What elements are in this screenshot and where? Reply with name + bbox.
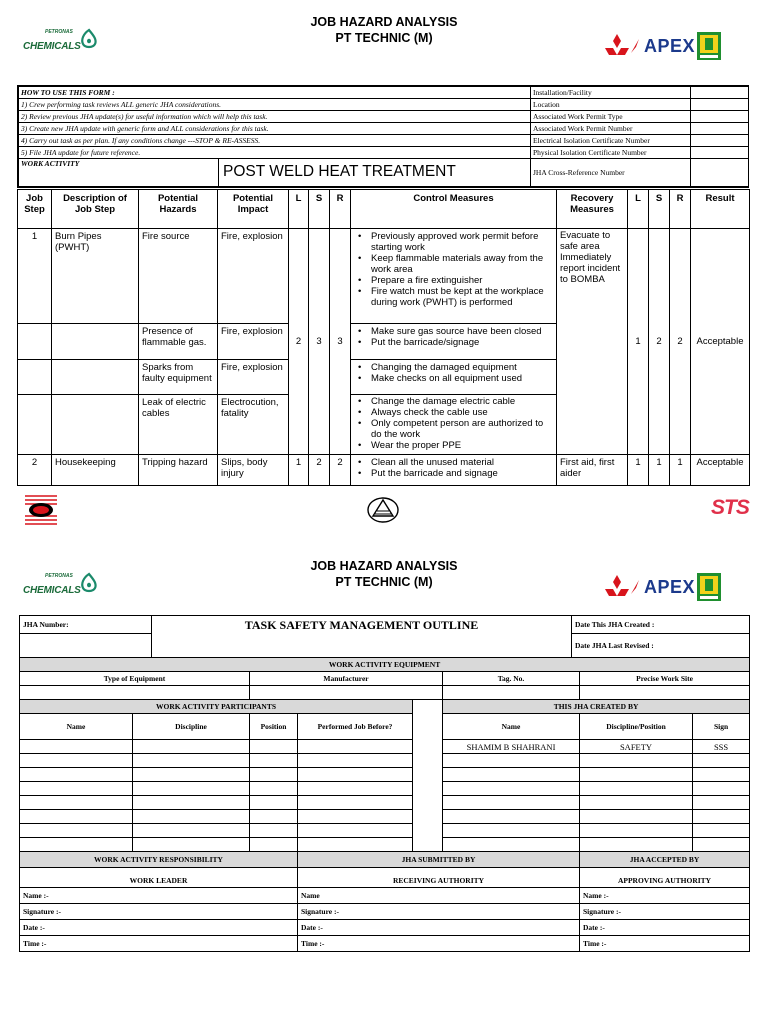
- table-row: [18, 229, 750, 324]
- control-measures: [351, 455, 557, 486]
- risk-s: 3: [309, 229, 330, 455]
- page-subtitle-2: PT TECHNIC (M): [335, 575, 433, 589]
- hazard: Tripping hazard: [139, 455, 218, 486]
- created-col-discipline: Discipline/Position: [580, 714, 693, 740]
- howto-title: HOW TO USE THIS FORM :: [19, 87, 531, 99]
- participant-col-position: Position: [250, 714, 298, 740]
- howto-step-3: 3) Create new JHA update with generic form and ALL considerations for this task.: [19, 123, 531, 135]
- equip-col-tag: Tag. No.: [443, 672, 580, 686]
- impact: Fire, explosion: [218, 229, 289, 324]
- risk-r: 3: [330, 229, 351, 455]
- green-badge-icon: [697, 32, 721, 60]
- sts-logo: STS: [711, 496, 749, 519]
- work-activity-value[interactable]: POST WELD HEAT TREATMENT: [223, 163, 456, 180]
- approving-time-label[interactable]: Time :-: [580, 936, 750, 952]
- result: Acceptable: [691, 455, 750, 486]
- field-location-value[interactable]: [691, 99, 749, 111]
- triangle-emblem-icon: [367, 496, 399, 524]
- field-location: Location: [531, 99, 691, 111]
- green-badge-icon: [697, 573, 721, 601]
- date-created-label: Date This JHA Created :: [572, 616, 750, 634]
- control-measures: [351, 229, 557, 324]
- hazard: Leak of electric cables: [139, 395, 218, 455]
- list-item: • Fire watch must be kept at the workplace during work (PWHT) is performed: [354, 286, 553, 308]
- list-item: • Put the barricade/signage: [354, 337, 553, 348]
- creator-name: SHAMIM B SHAHRANI: [443, 740, 580, 754]
- howto-step-4: 4) Carry out task as per plan. If any conditions change ---STOP & RE-ASSESS.: [19, 135, 531, 147]
- recovery-measures: Evacuate to safe area Immediately report incident to BOMBA: [557, 229, 628, 455]
- col-recovery: Recovery Measures: [557, 190, 628, 229]
- equip-manufacturer-value[interactable]: [250, 686, 443, 700]
- receiving-name-label[interactable]: Name: [298, 888, 580, 904]
- participant-col-performed: Performed Job Before?: [298, 714, 413, 740]
- hazard: Sparks from faulty equipment: [139, 360, 218, 395]
- leader-time-label[interactable]: Time :-: [20, 936, 298, 952]
- risk-l: 2: [289, 229, 309, 455]
- field-permit-number-value[interactable]: [691, 123, 749, 135]
- equip-col-type: Type of Equipment: [20, 672, 250, 686]
- list-item: • Prepare a fire extinguisher: [354, 275, 553, 286]
- col-description: Description of Job Step: [52, 190, 139, 229]
- recovery-measures: First aid, first aider: [557, 455, 628, 486]
- receiving-date-label[interactable]: Date :-: [298, 920, 580, 936]
- creator-discipline: SAFETY: [580, 740, 693, 754]
- apex-logo: APEX: [604, 32, 721, 60]
- jha-number-label: JHA Number:: [20, 616, 152, 634]
- receiving-authority: RECEIVING AUTHORITY: [298, 868, 580, 888]
- field-jha-crossref: JHA Cross-Reference Number: [531, 159, 691, 187]
- submitted-header: JHA SUBMITTED BY: [298, 852, 580, 868]
- risk-r: 2: [330, 455, 351, 486]
- approving-signature-label[interactable]: Signature :-: [580, 904, 750, 920]
- list-item: • Make sure gas source have been closed: [354, 326, 553, 337]
- hazard: Fire source: [139, 229, 218, 324]
- col-r: R: [330, 190, 351, 229]
- table-row: [18, 455, 750, 486]
- risk-s: 2: [309, 455, 330, 486]
- equip-tag-value[interactable]: [443, 686, 580, 700]
- residual-s: 1: [649, 455, 670, 486]
- field-physical-cert-value[interactable]: [691, 147, 749, 159]
- swoosh-icon: [630, 37, 640, 55]
- field-electrical-cert: Electrical Isolation Certificate Number: [531, 135, 691, 147]
- howto-step-5: 5) File JHA update for future reference.: [19, 147, 531, 159]
- accepted-header: JHA ACCEPTED BY: [580, 852, 750, 868]
- created-col-name: Name: [443, 714, 580, 740]
- work-activity-cell: [19, 159, 531, 187]
- residual-l: 1: [628, 229, 649, 455]
- risk-l: 1: [289, 455, 309, 486]
- howto-step-2: 2) Review previous JHA update(s) for useful information which will help this task.: [19, 111, 531, 123]
- col-job-step: Job Step: [18, 190, 52, 229]
- list-item: • Wear the proper PPE: [354, 440, 553, 451]
- list-item: • Keep flammable materials away from the work area: [354, 253, 553, 275]
- result: Acceptable: [691, 229, 750, 455]
- equip-site-value[interactable]: [580, 686, 750, 700]
- how-to-use-form: [17, 85, 749, 188]
- participant-col-discipline: Discipline: [133, 714, 250, 740]
- list-item: • Always check the cable use: [354, 407, 553, 418]
- equip-col-manufacturer: Manufacturer: [250, 672, 443, 686]
- receiving-signature-label[interactable]: Signature :-: [298, 904, 580, 920]
- participant-col-name: Name: [20, 714, 133, 740]
- approving-authority: APPROVING AUTHORITY: [580, 868, 750, 888]
- jha-number-value[interactable]: [20, 634, 152, 658]
- approving-date-label[interactable]: Date :-: [580, 920, 750, 936]
- residual-l: 1: [628, 455, 649, 486]
- petronas-chemicals-logo-2: PETRONAS CHEMICALS: [23, 580, 81, 598]
- col-r2: R: [670, 190, 691, 229]
- leader-date-label[interactable]: Date :-: [20, 920, 298, 936]
- task-safety-outline: [19, 615, 749, 952]
- field-permit-type-value[interactable]: [691, 111, 749, 123]
- residual-r: 1: [670, 455, 691, 486]
- impact: Fire, explosion: [218, 324, 289, 360]
- list-item: • Changing the damaged equipment: [354, 362, 553, 373]
- approving-name-label[interactable]: Name :-: [580, 888, 750, 904]
- swoosh-icon: [630, 578, 640, 596]
- tsmo-title: TASK SAFETY MANAGEMENT OUTLINE: [152, 616, 572, 658]
- equipment-header: WORK ACTIVITY EQUIPMENT: [20, 658, 750, 672]
- page-title-2: JOB HAZARD ANALYSIS: [310, 559, 458, 573]
- impact: Slips, body injury: [218, 455, 289, 486]
- mitsubishi-icon: [604, 34, 630, 58]
- equip-type-value[interactable]: [20, 686, 250, 700]
- list-item: • Clean all the unused material: [354, 457, 553, 468]
- jha-table: [17, 189, 749, 486]
- step-description: Housekeeping: [52, 455, 139, 486]
- list-item: • Change the damage electric cable: [354, 396, 553, 407]
- control-measures: [351, 324, 557, 360]
- equip-col-site: Precise Work Site: [580, 672, 750, 686]
- field-installation: Installation/Facility: [531, 87, 691, 99]
- col-l: L: [289, 190, 309, 229]
- created-by-header: THIS JHA CREATED BY: [443, 700, 750, 714]
- work-leader: WORK LEADER: [20, 868, 298, 888]
- leader-signature-label[interactable]: Signature :-: [20, 904, 298, 920]
- list-item: • Make checks on all equipment used: [354, 373, 553, 384]
- responsibility-header: WORK ACTIVITY RESPONSIBILITY: [20, 852, 298, 868]
- col-result: Result: [691, 190, 750, 229]
- field-permit-type: Associated Work Permit Type: [531, 111, 691, 123]
- field-installation-value[interactable]: [691, 87, 749, 99]
- step-number: 2: [18, 455, 52, 486]
- list-item: • Only competent person are authorized to do the work: [354, 418, 553, 440]
- impact: Electrocution, fatality: [218, 395, 289, 455]
- col-l2: L: [628, 190, 649, 229]
- page-subtitle: PT TECHNIC (M): [335, 31, 433, 45]
- control-measures: [351, 360, 557, 395]
- howto-step-1: 1) Crew performing task reviews ALL generic JHA considerations.: [19, 99, 531, 111]
- field-electrical-cert-value[interactable]: [691, 135, 749, 147]
- col-control: Control Measures: [351, 190, 557, 229]
- created-col-sign: Sign: [693, 714, 750, 740]
- mitsubishi-icon: [604, 575, 630, 599]
- ptt-logo-icon: [25, 493, 57, 527]
- page-title: JOB HAZARD ANALYSIS: [310, 15, 458, 29]
- control-measures: [351, 395, 557, 455]
- col-s2: S: [649, 190, 670, 229]
- list-item: • Previously approved work permit before starting work: [354, 231, 553, 253]
- field-jha-crossref-value[interactable]: [691, 159, 749, 187]
- work-activity-label: WORK ACTIVITY: [21, 159, 80, 168]
- residual-s: 2: [649, 229, 670, 455]
- col-hazards: Potential Hazards: [139, 190, 218, 229]
- petronas-emblem-icon: [79, 28, 99, 50]
- col-s: S: [309, 190, 330, 229]
- petronas-chemicals-logo: PETRONAS CHEMICALS: [23, 36, 81, 54]
- hazard: Presence of flammable gas.: [139, 324, 218, 360]
- apex-logo-2: APEX: [604, 573, 721, 601]
- col-impact: Potential Impact: [218, 190, 289, 229]
- creator-sign: SSS: [693, 740, 750, 754]
- residual-r: 2: [670, 229, 691, 455]
- step-description: Burn Pipes (PWHT): [52, 229, 139, 324]
- field-physical-cert: Physical Isolation Certificate Number: [531, 147, 691, 159]
- impact: Fire, explosion: [218, 360, 289, 395]
- step-number: 1: [18, 229, 52, 324]
- date-revised-label: Date JHA Last Revised :: [572, 634, 750, 658]
- list-item: • Put the barricade and signage: [354, 468, 553, 479]
- petronas-emblem-icon: [79, 572, 99, 594]
- field-permit-number: Associated Work Permit Number: [531, 123, 691, 135]
- participants-header: WORK ACTIVITY PARTICIPANTS: [20, 700, 413, 714]
- receiving-time-label[interactable]: Time :-: [298, 936, 580, 952]
- leader-name-label[interactable]: Name :-: [20, 888, 298, 904]
